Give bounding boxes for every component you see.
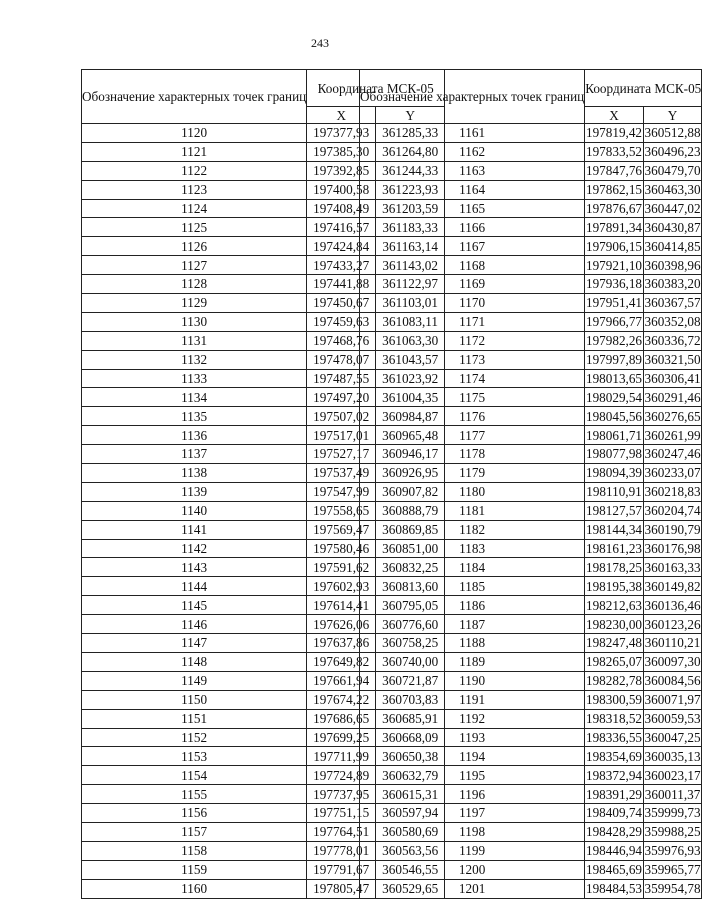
point-number-cell: 1184 — [360, 558, 585, 577]
table-row — [360, 218, 702, 237]
point-number-cell: 1127 — [82, 256, 307, 275]
point-number-cell: 1177 — [360, 426, 585, 445]
y-coordinate-cell: 360447,02 — [643, 199, 701, 218]
point-number-cell: 1157 — [82, 822, 307, 841]
x-coordinate-cell: 197966,77 — [585, 312, 644, 331]
x-coordinate-cell: 197569,47 — [307, 520, 376, 539]
point-number-cell: 1201 — [360, 879, 585, 898]
point-number-cell: 1123 — [82, 180, 307, 199]
x-coordinate-cell: 198336,55 — [585, 728, 644, 747]
y-coordinate-cell: 360352,08 — [643, 312, 701, 331]
x-coordinate-cell: 197392,85 — [307, 161, 376, 180]
point-number-cell: 1130 — [82, 312, 307, 331]
point-number-cell: 1134 — [82, 388, 307, 407]
table-row — [360, 350, 702, 369]
y-coordinate-cell: 360321,50 — [643, 350, 701, 369]
point-number-cell: 1140 — [82, 501, 307, 520]
x-coordinate-cell: 197791,67 — [307, 860, 376, 879]
x-coordinate-cell: 197537,49 — [307, 464, 376, 483]
table-row — [360, 275, 702, 294]
point-number-cell: 1150 — [82, 690, 307, 709]
y-coordinate-cell: 361043,57 — [376, 350, 445, 369]
table-row — [360, 539, 702, 558]
header-point-designation: Обозначение характерных точек границ — [360, 70, 585, 124]
x-coordinate-cell: 198265,07 — [585, 652, 644, 671]
x-coordinate-cell: 197517,01 — [307, 426, 376, 445]
y-coordinate-cell: 360110,21 — [643, 634, 701, 653]
point-number-cell: 1159 — [82, 860, 307, 879]
x-coordinate-cell: 197936,18 — [585, 275, 644, 294]
table-row — [360, 520, 702, 539]
x-coordinate-cell: 197433,27 — [307, 256, 376, 275]
point-number-cell: 1145 — [82, 596, 307, 615]
table-body-right — [360, 124, 702, 899]
point-number-cell: 1153 — [82, 747, 307, 766]
y-coordinate-cell: 360740,00 — [376, 652, 445, 671]
table-row — [360, 596, 702, 615]
table-row — [360, 558, 702, 577]
point-number-cell: 1154 — [82, 766, 307, 785]
y-coordinate-cell: 360496,23 — [643, 142, 701, 161]
y-coordinate-cell: 360776,60 — [376, 615, 445, 634]
table-row — [360, 161, 702, 180]
point-number-cell: 1198 — [360, 822, 585, 841]
x-coordinate-cell: 197711,99 — [307, 747, 376, 766]
point-number-cell: 1164 — [360, 180, 585, 199]
y-coordinate-cell: 360023,17 — [643, 766, 701, 785]
y-coordinate-cell: 361163,14 — [376, 237, 445, 256]
point-number-cell: 1155 — [82, 785, 307, 804]
y-coordinate-cell: 360832,25 — [376, 558, 445, 577]
point-number-cell: 1186 — [360, 596, 585, 615]
x-coordinate-cell: 197637,86 — [307, 634, 376, 653]
y-coordinate-cell: 360247,46 — [643, 445, 701, 464]
y-coordinate-cell: 361143,02 — [376, 256, 445, 275]
point-number-cell: 1148 — [82, 652, 307, 671]
x-coordinate-cell: 197699,25 — [307, 728, 376, 747]
x-coordinate-cell: 198446,94 — [585, 841, 644, 860]
x-coordinate-cell: 197921,10 — [585, 256, 644, 275]
point-number-cell: 1129 — [82, 294, 307, 313]
point-number-cell: 1139 — [82, 482, 307, 501]
y-coordinate-cell: 360035,13 — [643, 747, 701, 766]
y-coordinate-cell: 361083,11 — [376, 312, 445, 331]
x-coordinate-cell: 197997,89 — [585, 350, 644, 369]
y-coordinate-cell: 360218,83 — [643, 482, 701, 501]
y-coordinate-cell: 360276,65 — [643, 407, 701, 426]
header-point-designation: Обозначение характерных точек границ — [82, 70, 307, 124]
y-coordinate-cell: 360851,00 — [376, 539, 445, 558]
y-coordinate-cell: 360888,79 — [376, 501, 445, 520]
y-coordinate-cell: 360685,91 — [376, 709, 445, 728]
table-row — [360, 785, 702, 804]
table-row — [360, 634, 702, 653]
y-coordinate-cell: 359976,93 — [643, 841, 701, 860]
x-coordinate-cell: 197737,95 — [307, 785, 376, 804]
table-row — [360, 671, 702, 690]
table-row — [360, 728, 702, 747]
point-number-cell: 1160 — [82, 879, 307, 898]
header-y: Y — [643, 107, 701, 124]
table-row — [360, 331, 702, 350]
point-number-cell: 1141 — [82, 520, 307, 539]
point-number-cell: 1178 — [360, 445, 585, 464]
table-row — [360, 879, 702, 898]
y-coordinate-cell: 360047,25 — [643, 728, 701, 747]
y-coordinate-cell: 360529,65 — [376, 879, 445, 898]
y-coordinate-cell: 360176,98 — [643, 539, 701, 558]
y-coordinate-cell: 360668,09 — [376, 728, 445, 747]
x-coordinate-cell: 197558,65 — [307, 501, 376, 520]
y-coordinate-cell: 361063,30 — [376, 331, 445, 350]
point-number-cell: 1173 — [360, 350, 585, 369]
y-coordinate-cell: 361244,33 — [376, 161, 445, 180]
point-number-cell: 1121 — [82, 142, 307, 161]
y-coordinate-cell: 359954,78 — [643, 879, 701, 898]
table-row — [360, 237, 702, 256]
point-number-cell: 1147 — [82, 634, 307, 653]
y-coordinate-cell: 360463,30 — [643, 180, 701, 199]
y-coordinate-cell: 361183,33 — [376, 218, 445, 237]
x-coordinate-cell: 198094,39 — [585, 464, 644, 483]
y-coordinate-cell: 360984,87 — [376, 407, 445, 426]
x-coordinate-cell: 197377,93 — [307, 124, 376, 143]
point-number-cell: 1182 — [360, 520, 585, 539]
point-number-cell: 1122 — [82, 161, 307, 180]
point-number-cell: 1175 — [360, 388, 585, 407]
x-coordinate-cell: 198045,56 — [585, 407, 644, 426]
table-row — [360, 426, 702, 445]
x-coordinate-cell: 197487,55 — [307, 369, 376, 388]
y-coordinate-cell: 361023,92 — [376, 369, 445, 388]
point-number-cell: 1137 — [82, 445, 307, 464]
y-coordinate-cell: 359999,73 — [643, 804, 701, 823]
x-coordinate-cell: 197468,76 — [307, 331, 376, 350]
x-coordinate-cell: 198428,29 — [585, 822, 644, 841]
x-coordinate-cell: 197661,94 — [307, 671, 376, 690]
x-coordinate-cell: 197408,49 — [307, 199, 376, 218]
table-row — [360, 388, 702, 407]
x-coordinate-cell: 198465,69 — [585, 860, 644, 879]
x-coordinate-cell: 197547,99 — [307, 482, 376, 501]
y-coordinate-cell: 359965,77 — [643, 860, 701, 879]
point-number-cell: 1168 — [360, 256, 585, 275]
y-coordinate-cell: 361223,93 — [376, 180, 445, 199]
table-row — [360, 652, 702, 671]
table-row — [360, 199, 702, 218]
x-coordinate-cell: 197580,46 — [307, 539, 376, 558]
point-number-cell: 1133 — [82, 369, 307, 388]
x-coordinate-cell: 198161,23 — [585, 539, 644, 558]
y-coordinate-cell: 360123,26 — [643, 615, 701, 634]
point-number-cell: 1200 — [360, 860, 585, 879]
point-number-cell: 1195 — [360, 766, 585, 785]
y-coordinate-cell: 360650,38 — [376, 747, 445, 766]
x-coordinate-cell: 197819,42 — [585, 124, 644, 143]
point-number-cell: 1138 — [82, 464, 307, 483]
point-number-cell: 1124 — [82, 199, 307, 218]
table-row — [360, 822, 702, 841]
y-coordinate-cell: 360383,20 — [643, 275, 701, 294]
y-coordinate-cell: 360398,96 — [643, 256, 701, 275]
x-coordinate-cell: 198144,34 — [585, 520, 644, 539]
x-coordinate-cell: 198195,38 — [585, 577, 644, 596]
x-coordinate-cell: 198178,25 — [585, 558, 644, 577]
point-number-cell: 1158 — [82, 841, 307, 860]
x-coordinate-cell: 198372,94 — [585, 766, 644, 785]
y-coordinate-cell: 360512,88 — [643, 124, 701, 143]
x-coordinate-cell: 197906,15 — [585, 237, 644, 256]
y-coordinate-cell: 360367,57 — [643, 294, 701, 313]
point-number-cell: 1181 — [360, 501, 585, 520]
coordinates-table-right — [359, 69, 702, 899]
page-number: 243 — [311, 36, 329, 50]
table-row — [360, 124, 702, 143]
point-number-cell: 1151 — [82, 709, 307, 728]
x-coordinate-cell: 198282,78 — [585, 671, 644, 690]
x-coordinate-cell: 197626,06 — [307, 615, 376, 634]
point-number-cell: 1161 — [360, 124, 585, 143]
point-number-cell: 1128 — [82, 275, 307, 294]
point-number-cell: 1194 — [360, 747, 585, 766]
y-coordinate-cell: 360813,60 — [376, 577, 445, 596]
x-coordinate-cell: 197527,17 — [307, 445, 376, 464]
x-coordinate-cell: 197891,34 — [585, 218, 644, 237]
x-coordinate-cell: 197424,84 — [307, 237, 376, 256]
table-row — [360, 709, 702, 728]
point-number-cell: 1197 — [360, 804, 585, 823]
table-row — [360, 766, 702, 785]
table-row — [360, 860, 702, 879]
x-coordinate-cell: 197833,52 — [585, 142, 644, 161]
table-row — [360, 501, 702, 520]
y-coordinate-cell: 360615,31 — [376, 785, 445, 804]
x-coordinate-cell: 198127,57 — [585, 501, 644, 520]
y-coordinate-cell: 360580,69 — [376, 822, 445, 841]
header-x: X — [307, 107, 376, 124]
point-number-cell: 1196 — [360, 785, 585, 804]
y-coordinate-cell: 360291,46 — [643, 388, 701, 407]
point-number-cell: 1190 — [360, 671, 585, 690]
y-coordinate-cell: 359988,25 — [643, 822, 701, 841]
y-coordinate-cell: 360563,56 — [376, 841, 445, 860]
y-coordinate-cell: 360190,79 — [643, 520, 701, 539]
x-coordinate-cell: 197497,20 — [307, 388, 376, 407]
x-coordinate-cell: 197507,02 — [307, 407, 376, 426]
x-coordinate-cell: 197778,01 — [307, 841, 376, 860]
x-coordinate-cell: 197400,58 — [307, 180, 376, 199]
table-row — [360, 256, 702, 275]
x-coordinate-cell: 197441,88 — [307, 275, 376, 294]
point-number-cell: 1188 — [360, 634, 585, 653]
y-coordinate-cell: 360703,83 — [376, 690, 445, 709]
x-coordinate-cell: 198391,29 — [585, 785, 644, 804]
y-coordinate-cell: 360965,48 — [376, 426, 445, 445]
y-coordinate-cell: 361103,01 — [376, 294, 445, 313]
table-row — [360, 747, 702, 766]
y-coordinate-cell: 360204,74 — [643, 501, 701, 520]
table-row — [360, 577, 702, 596]
x-coordinate-cell: 198409,74 — [585, 804, 644, 823]
point-number-cell: 1149 — [82, 671, 307, 690]
x-coordinate-cell: 197764,51 — [307, 822, 376, 841]
x-coordinate-cell: 197649,82 — [307, 652, 376, 671]
y-coordinate-cell: 361122,97 — [376, 275, 445, 294]
point-number-cell: 1170 — [360, 294, 585, 313]
x-coordinate-cell: 198212,63 — [585, 596, 644, 615]
y-coordinate-cell: 360632,79 — [376, 766, 445, 785]
x-coordinate-cell: 197459,63 — [307, 312, 376, 331]
x-coordinate-cell: 197602,93 — [307, 577, 376, 596]
table-row — [360, 482, 702, 501]
header-y: Y — [376, 107, 445, 124]
point-number-cell: 1176 — [360, 407, 585, 426]
point-number-cell: 1192 — [360, 709, 585, 728]
point-number-cell: 1193 — [360, 728, 585, 747]
point-number-cell: 1166 — [360, 218, 585, 237]
table-row — [360, 690, 702, 709]
y-coordinate-cell: 360059,53 — [643, 709, 701, 728]
point-number-cell: 1172 — [360, 331, 585, 350]
y-coordinate-cell: 360479,70 — [643, 161, 701, 180]
x-coordinate-cell: 198300,59 — [585, 690, 644, 709]
y-coordinate-cell: 360546,55 — [376, 860, 445, 879]
point-number-cell: 1132 — [82, 350, 307, 369]
point-number-cell: 1171 — [360, 312, 585, 331]
y-coordinate-cell: 360163,33 — [643, 558, 701, 577]
point-number-cell: 1143 — [82, 558, 307, 577]
x-coordinate-cell: 197478,07 — [307, 350, 376, 369]
table-row — [360, 841, 702, 860]
x-coordinate-cell: 198077,98 — [585, 445, 644, 464]
x-coordinate-cell: 198318,52 — [585, 709, 644, 728]
x-coordinate-cell: 197862,15 — [585, 180, 644, 199]
table-row — [360, 294, 702, 313]
x-coordinate-cell: 197982,26 — [585, 331, 644, 350]
y-coordinate-cell: 361285,33 — [376, 124, 445, 143]
point-number-cell: 1163 — [360, 161, 585, 180]
point-number-cell: 1167 — [360, 237, 585, 256]
y-coordinate-cell: 360336,72 — [643, 331, 701, 350]
x-coordinate-cell: 197876,67 — [585, 199, 644, 218]
x-coordinate-cell: 197385,30 — [307, 142, 376, 161]
point-number-cell: 1162 — [360, 142, 585, 161]
table-row — [360, 464, 702, 483]
x-coordinate-cell: 198230,00 — [585, 615, 644, 634]
x-coordinate-cell: 197591,62 — [307, 558, 376, 577]
x-coordinate-cell: 197416,57 — [307, 218, 376, 237]
y-coordinate-cell: 360097,30 — [643, 652, 701, 671]
x-coordinate-cell: 197751,15 — [307, 804, 376, 823]
y-coordinate-cell: 360926,95 — [376, 464, 445, 483]
table-row — [360, 180, 702, 199]
table-row — [360, 407, 702, 426]
point-number-cell: 1144 — [82, 577, 307, 596]
x-coordinate-cell: 197674,22 — [307, 690, 376, 709]
table-row — [360, 445, 702, 464]
point-number-cell: 1126 — [82, 237, 307, 256]
x-coordinate-cell: 197951,41 — [585, 294, 644, 313]
point-number-cell: 1135 — [82, 407, 307, 426]
y-coordinate-cell: 360795,05 — [376, 596, 445, 615]
x-coordinate-cell: 198110,91 — [585, 482, 644, 501]
point-number-cell: 1125 — [82, 218, 307, 237]
x-coordinate-cell: 197724,89 — [307, 766, 376, 785]
point-number-cell: 1146 — [82, 615, 307, 634]
point-number-cell: 1136 — [82, 426, 307, 445]
point-number-cell: 1187 — [360, 615, 585, 634]
y-coordinate-cell: 360758,25 — [376, 634, 445, 653]
point-number-cell: 1152 — [82, 728, 307, 747]
y-coordinate-cell: 360011,37 — [643, 785, 701, 804]
x-coordinate-cell: 198354,69 — [585, 747, 644, 766]
table-row — [360, 369, 702, 388]
point-number-cell: 1131 — [82, 331, 307, 350]
y-coordinate-cell: 360907,82 — [376, 482, 445, 501]
x-coordinate-cell: 197686,65 — [307, 709, 376, 728]
point-number-cell: 1142 — [82, 539, 307, 558]
x-coordinate-cell: 197847,76 — [585, 161, 644, 180]
table-row — [360, 615, 702, 634]
x-coordinate-cell: 198247,48 — [585, 634, 644, 653]
point-number-cell: 1185 — [360, 577, 585, 596]
point-number-cell: 1189 — [360, 652, 585, 671]
header-x: X — [585, 107, 644, 124]
x-coordinate-cell: 197450,67 — [307, 294, 376, 313]
point-number-cell: 1169 — [360, 275, 585, 294]
y-coordinate-cell: 360149,82 — [643, 577, 701, 596]
x-coordinate-cell: 198061,71 — [585, 426, 644, 445]
y-coordinate-cell: 361203,59 — [376, 199, 445, 218]
point-number-cell: 1156 — [82, 804, 307, 823]
x-coordinate-cell: 198484,53 — [585, 879, 644, 898]
y-coordinate-cell: 360136,46 — [643, 596, 701, 615]
header-coordinate: Координата МСК-05 — [585, 70, 702, 107]
y-coordinate-cell: 360869,85 — [376, 520, 445, 539]
y-coordinate-cell: 361004,35 — [376, 388, 445, 407]
point-number-cell: 1180 — [360, 482, 585, 501]
y-coordinate-cell: 361264,80 — [376, 142, 445, 161]
y-coordinate-cell: 360071,97 — [643, 690, 701, 709]
y-coordinate-cell: 360261,99 — [643, 426, 701, 445]
table-row — [360, 804, 702, 823]
y-coordinate-cell: 360946,17 — [376, 445, 445, 464]
point-number-cell: 1199 — [360, 841, 585, 860]
point-number-cell: 1165 — [360, 199, 585, 218]
y-coordinate-cell: 360414,85 — [643, 237, 701, 256]
y-coordinate-cell: 360084,56 — [643, 671, 701, 690]
point-number-cell: 1174 — [360, 369, 585, 388]
header-coordinate: Координата МСК-05 — [307, 70, 445, 107]
point-number-cell: 1183 — [360, 539, 585, 558]
y-coordinate-cell: 360430,87 — [643, 218, 701, 237]
x-coordinate-cell: 197805,47 — [307, 879, 376, 898]
point-number-cell: 1191 — [360, 690, 585, 709]
table-row — [360, 142, 702, 161]
y-coordinate-cell: 360306,41 — [643, 369, 701, 388]
x-coordinate-cell: 198029,54 — [585, 388, 644, 407]
y-coordinate-cell: 360597,94 — [376, 804, 445, 823]
x-coordinate-cell: 198013,65 — [585, 369, 644, 388]
point-number-cell: 1179 — [360, 464, 585, 483]
y-coordinate-cell: 360233,07 — [643, 464, 701, 483]
point-number-cell: 1120 — [82, 124, 307, 143]
table-row — [360, 312, 702, 331]
x-coordinate-cell: 197614,41 — [307, 596, 376, 615]
y-coordinate-cell: 360721,87 — [376, 671, 445, 690]
